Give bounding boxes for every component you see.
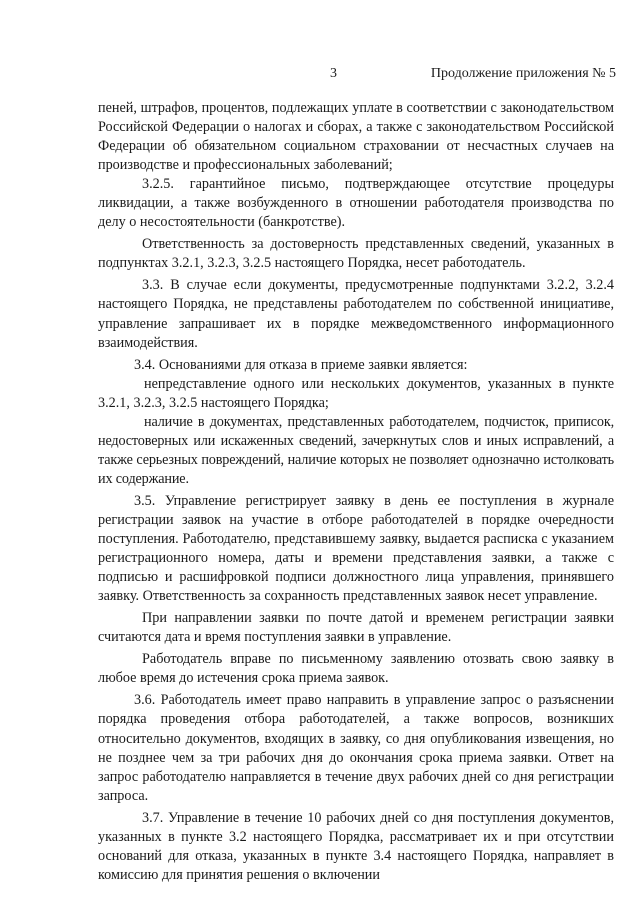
paragraph-3-5: 3.5. Управление регистрирует заявку в день ее поступления в журнале регистрации заявок на участие в отборе работодателей в порядке очередности поступления. Работодателю, представившему заявку, выдается расписка с указанием регистрационного номера, даты и времени представления заявки, а также с подписью и расшифровкой подписи должностного лица управления, принявшего заявку. Ответственность за сохранность представленных заявок несет управление. — [98, 492, 614, 605]
paragraph-3-3: 3.3. В случае если документы, предусмотренные подпунктами 3.2.2, 3.2.4 настоящего Порядка, не представлены работодателем по собственной инициативе, управление запрашивает их в порядке межведомственного информационного взаимодействия. — [98, 277, 614, 351]
paragraph-responsibility: Ответственность за достоверность представленных сведений, указанных в подпунктах 3.2.1, 3.2.3, 3.2.5 настоящего Порядка, несет работодатель. — [98, 236, 614, 272]
paragraph-penalties: пеней, штрафов, процентов, подлежащих уплате в соответствии с законодательством Российской Федерации о налогах и сборах, а также с законодательством Российской Федерации об обязательном социальном страховании от несчастных случаев на производстве и профессиональных заболеваний; — [98, 100, 614, 174]
paragraph-refusal-reason-2: наличие в документах, представленных работодателем, подчисток, приписок, недостоверных или искаженных сведений, зачеркнутых слов и иных исправлений, а также серьезных повреждений, наличие которых не позволяет однозначно истолковать их содержание. — [98, 413, 614, 487]
paragraph-3-4: 3.4. Основаниями для отказа в приеме заявки является: — [134, 356, 468, 373]
document-body — [98, 99, 614, 885]
appendix-continuation-note: Продолжение приложения № 5 — [430, 66, 616, 81]
page-number: 3 — [330, 66, 337, 81]
paragraph-refusal-reason-1: непредставление одного или нескольких документов, указанных в пункте 3.2.1, 3.2.3, 3.2.5 настоящего Порядка; — [98, 375, 614, 411]
paragraph-3-6: 3.6. Работодатель имеет право направить в управление запрос о разъяснении порядка проведения отбора работодателей, а также вопросов, возникших относительно документов, входящих в заявку, со дня опубликования извещения, но не позднее чем за три рабочих дня до окончания срока приема заявки. Ответ на запрос работодателю направляется в течение двух рабочих дней со дня регистрации запроса. — [98, 692, 614, 804]
paragraph-mail-submission: При направлении заявки по почте датой и временем регистрации заявки считаются дата и время поступления заявки в управление. — [98, 610, 614, 646]
paragraph-3-7: 3.7. Управление в течение 10 рабочих дней со дня поступления документов, указанных в пункте 3.2 настоящего Порядка, рассматривает их и при отсутствии оснований для отказа, указанных в пункте 3.4 настоящего Порядка, направляет в комиссию для принятия решения о включении — [98, 809, 614, 883]
paragraph-3-2-5: 3.2.5. гарантийное письмо, подтверждающее отсутствие процедуры ликвидации, а также возбужденного в отношении работодателя производства по делу о несостоятельности (банкротстве). — [98, 176, 614, 231]
paragraph-withdrawal: Работодатель вправе по письменному заявлению отозвать свою заявку в любое время до истечения срока приема заявок. — [98, 651, 614, 687]
page-header — [0, 66, 640, 86]
